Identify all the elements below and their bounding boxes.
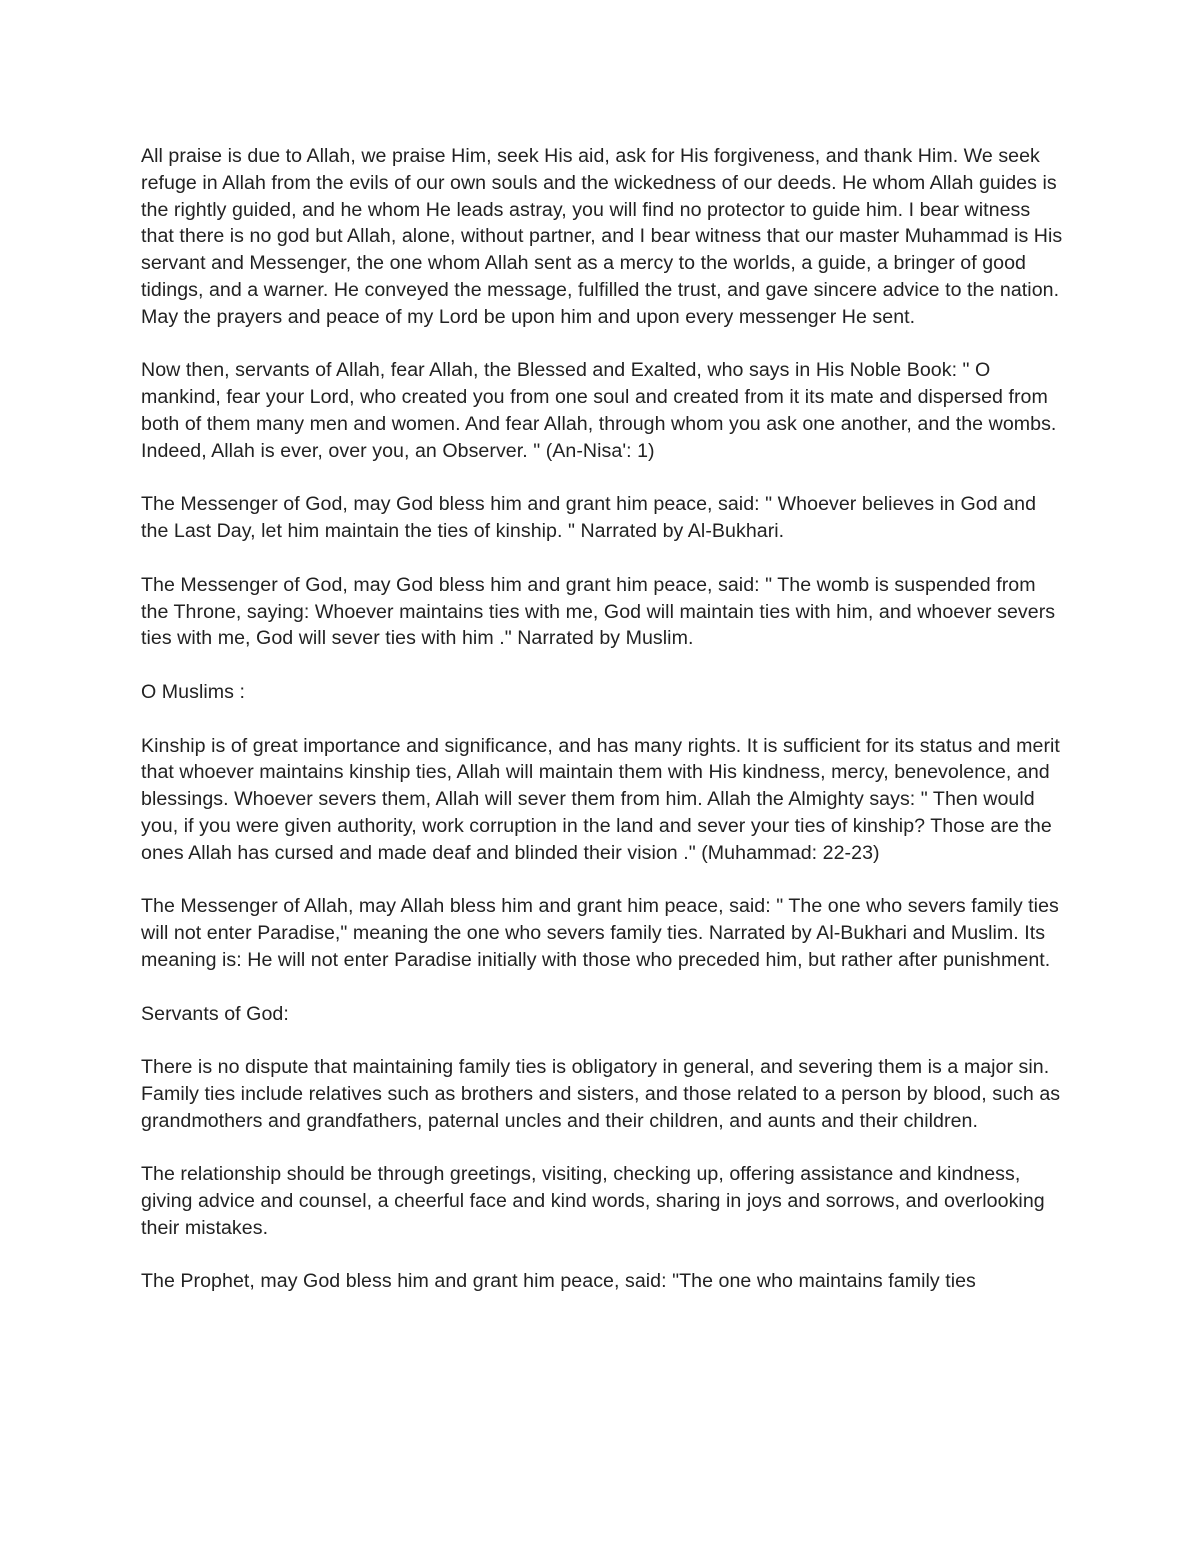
- paragraph-hadith-paradise: The Messenger of Allah, may Allah bless him and grant him peace, said: " The one who severs family ties will not enter Paradise," meaning the one who severs family ties. Narrated by Al-Bukhari and Muslim. Its meaning is: He will not enter Paradise initially with those who preceded him, but rather after punishment.: [141, 895, 1059, 971]
- document-page: [141, 143, 1066, 1295]
- paragraph-servants-of-god: Servants of God:: [141, 1002, 289, 1025]
- paragraph-hadith-womb-muslim: The Messenger of God, may God bless him and grant him peace, said: " The womb is suspended from the Throne, saying: Whoever maintains ties with me, God will maintain ties with him, and whoever severs ties with me, God will sever ties with him ." Narrated by Muslim.: [141, 573, 1056, 650]
- paragraph-hadith-kinship-bukhari: The Messenger of God, may God bless him and grant him peace, said: " Whoever believes in God and the Last Day, let him maintain the ties of kinship. " Narrated by Al-Bukhari.: [141, 493, 1037, 543]
- paragraph-o-muslims: O Muslims :: [141, 680, 245, 703]
- paragraph-relationship-ways: The relationship should be through greetings, visiting, checking up, offering assistance and kindness, giving advice and counsel, a cheerful face and kind words, sharing in joys and sorrows, and overlooking their mistakes.: [141, 1163, 1045, 1239]
- paragraph-prophet-said: The Prophet, may God bless him and grant him peace, said: "The one who maintains family ties: [141, 1270, 976, 1293]
- paragraph-fear-allah: Now then, servants of Allah, fear Allah, the Blessed and Exalted, who says in His Noble Book: " O mankind, fear your Lord, who created you from one soul and created from it its mate and dispersed from both of them many men and women. And fear Allah, through whom you ask one another, and the wombs. Indeed, Allah is ever, over you, an Observer. " (An-Nisa': 1): [141, 359, 1057, 462]
- paragraph-family-ties-obligatory: There is no dispute that maintaining family ties is obligatory in general, and severing them is a major sin. Family ties include relatives such as brothers and sisters, and those related to a person by blood, such as grandmothers and grandfathers, paternal uncles and their children, and aunts and their children.: [141, 1056, 1061, 1132]
- paragraph-kinship-importance: Kinship is of great importance and significance, and has many rights. It is sufficient for its status and merit that whoever maintains kinship ties, Allah will maintain them with His kindness, mercy, benevolence, and blessings. Whoever severs them, Allah will sever them from him. Allah the Almighty says: " Then would you, if you were given authority, work corruption in the land and sever your ties of kinship? Those are the ones Allah has cursed and made deaf and blinded their vision ." (Muhammad: 22-23): [141, 734, 1060, 864]
- paragraph-opening-praise: All praise is due to Allah, we praise Him, seek His aid, ask for His forgiveness, and thank Him. We seek refuge in Allah from the evils of our own souls and the wickedness of our deeds. He whom Allah guides is the rightly guided, and he whom He leads astray, you will find no protector to guide him. I bear witness that there is no god but Allah, alone, without partner, and I bear witness that our master Muhammad is His servant and Messenger, the one whom Allah sent as a mercy to the worlds, a guide, a bringer of good tidings, and a warner. He conveyed the message, fulfilled the trust, and gave sincere advice to the nation. May the prayers and peace of my Lord be upon him and upon every messenger He sent.: [141, 145, 1063, 328]
